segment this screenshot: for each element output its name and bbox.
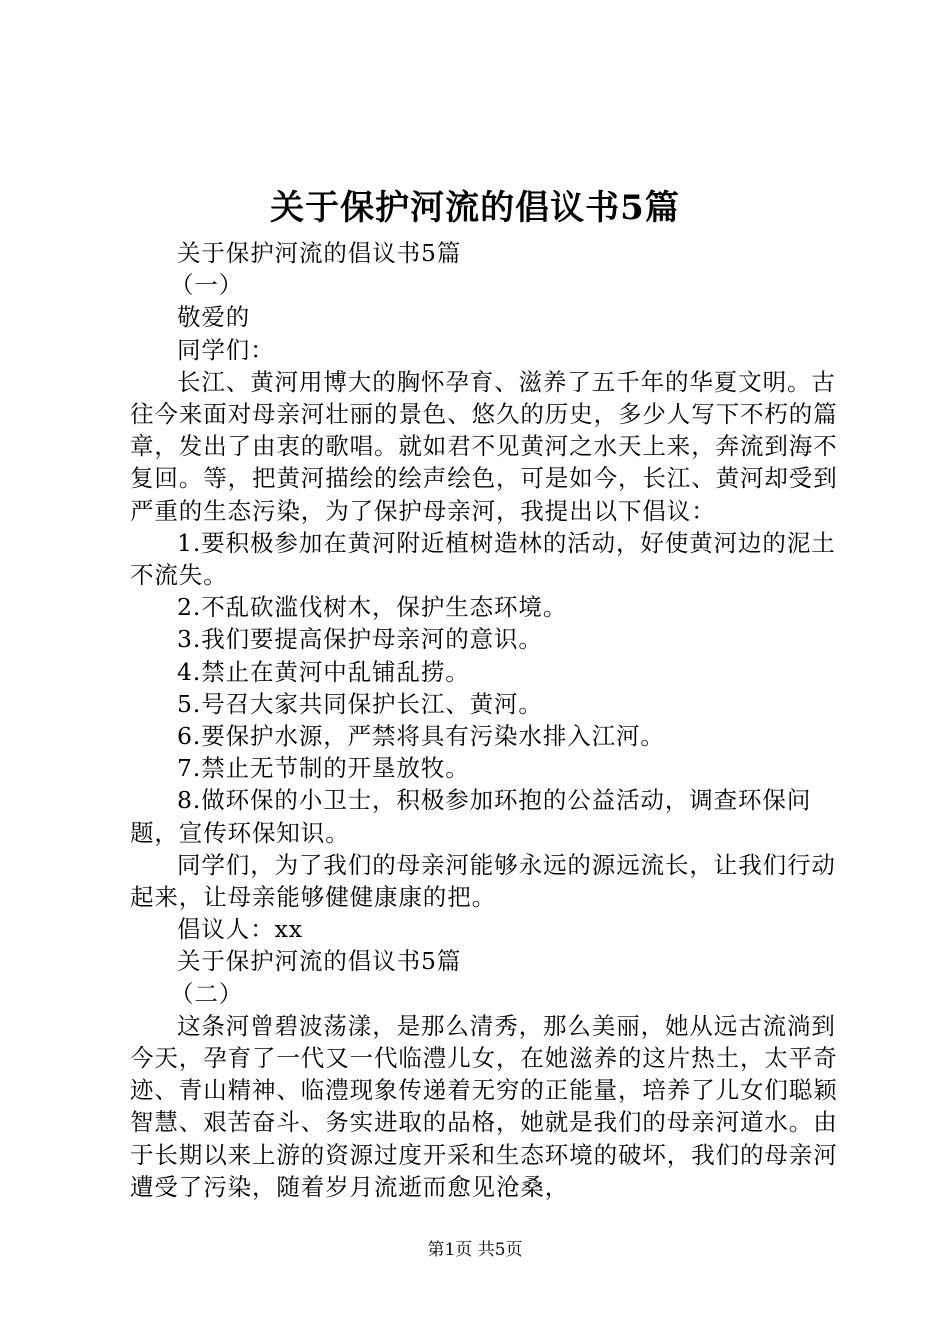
paragraph: 5.号召大家共同保护长江、黄河。 — [177, 689, 543, 718]
paragraph: （二） — [170, 979, 244, 1008]
paragraph: 关于保护河流的倡议书5篇 — [177, 947, 462, 976]
paragraph: 长江、黄河用博大的胸怀孕育、滋养了五千年的华夏文明。古往今来面对母亲河壮丽的景色、悠久的历史，多少人写下不朽的篇章，发出了由衷的歌唱。就如君不见黄河之水天上来，奔流到海不复回。等，把黄河描绘的绘声绘色，可是如今，长江、黄河却受到严重的生态污染，为了保护母亲河，我提出以下倡议： — [130, 367, 838, 525]
paragraph: 这条河曾碧波荡漾，是那么清秀，那么美丽，她从远古流淌到今天，孕育了一代又一代临澧儿女，在她滋养的这片热土，太平奇迹、青山精神、临澧现象传递着无穷的正能量，培养了儿女们聪颖智慧、艰苦奋斗、务实进取的品格，她就是我们的母亲河道水。由于长期以来上游的资源过度开采和生态环境的破坏，我们的母亲河遭受了污染，随着岁月流逝而愈见沧桑， — [130, 1011, 838, 1201]
paragraph: 3.我们要提高保护母亲河的意识。 — [177, 625, 543, 654]
paragraph: 敬爱的 — [177, 303, 251, 332]
paragraph: 7.禁止无节制的开垦放牧。 — [177, 754, 470, 783]
paragraph: 4.禁止在黄河中乱铺乱捞。 — [177, 657, 470, 686]
paragraph: 2.不乱砍滥伐树木，保护生态环境。 — [177, 593, 568, 622]
paragraph: 8.做环保的小卫士，积极参加环抱的公益活动，调查环保问题，宣传环保知识。 — [130, 786, 812, 847]
document-body — [130, 237, 842, 1203]
paragraph: 同学们，为了我们的母亲河能够永远的源远流长，让我们行动起来，让母亲能够健健康康的把。 — [130, 850, 836, 912]
paragraph: 6.要保护水源，严禁将具有污染水排入江河。 — [177, 722, 665, 751]
paragraph: 同学们： — [177, 335, 275, 364]
document-title: 关于保护河流的倡议书5篇 — [270, 188, 680, 228]
paragraph: （一） — [170, 271, 244, 300]
paragraph: 倡议人：xx — [177, 915, 303, 944]
page-footer: 第1页 共5页 — [427, 1240, 523, 1260]
paragraph: 关于保护河流的倡议书5篇 — [177, 239, 462, 267]
paragraph: 1.要积极参加在黄河附近植树造林的活动，好使黄河边的泥土不流失。 — [130, 528, 836, 590]
